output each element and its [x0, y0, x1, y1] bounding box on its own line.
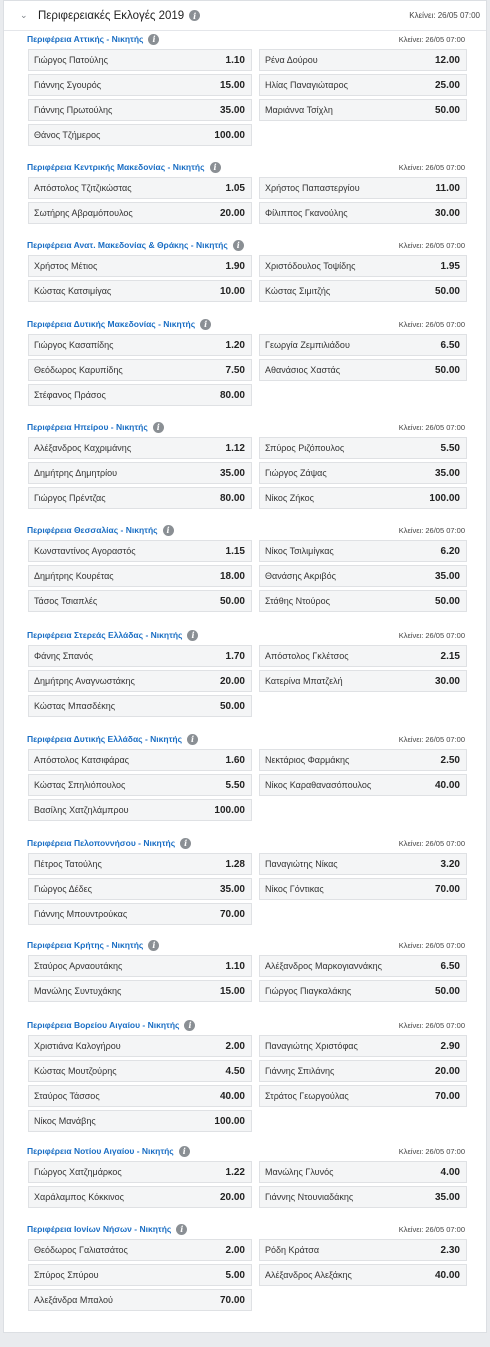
info-icon[interactable]: i — [180, 838, 191, 849]
candidate-name: Στέφανος Πράσος — [34, 390, 106, 400]
candidate-name: Κατερίνα Μπατζελή — [265, 676, 343, 686]
selection-grid — [3, 255, 487, 302]
market-close-time: Κλείνει: 26/05 07:00 — [398, 525, 465, 535]
selection-button[interactable] — [28, 955, 252, 977]
selection-button[interactable] — [28, 774, 252, 796]
market-close-time: Κλείνει: 26/05 07:00 — [398, 319, 465, 329]
market-header — [3, 1018, 487, 1032]
panel-header[interactable] — [4, 1, 486, 31]
selection-button[interactable] — [28, 1161, 252, 1183]
odds-value: 70.00 — [434, 883, 460, 895]
odds-value: 70.00 — [219, 1294, 245, 1306]
market-section — [3, 317, 487, 406]
candidate-name: Ρένα Δούρου — [265, 55, 318, 65]
odds-value: 70.00 — [219, 908, 245, 920]
market-header — [3, 732, 487, 746]
odds-value: 35.00 — [434, 467, 460, 479]
selection-button[interactable] — [28, 1035, 252, 1057]
market-section — [3, 160, 487, 224]
market-header — [3, 1222, 487, 1236]
market-section — [3, 523, 487, 612]
market-section — [3, 1018, 487, 1132]
candidate-name: Ρόδη Κράτσα — [265, 1245, 320, 1255]
candidate-name: Νίκος Καραθανασόπουλος — [265, 780, 372, 790]
selection-button[interactable] — [28, 1239, 252, 1261]
selection-button[interactable] — [28, 1289, 252, 1311]
odds-value: 35.00 — [434, 1191, 460, 1203]
selection-button[interactable] — [259, 437, 467, 459]
selection-button[interactable] — [28, 99, 252, 121]
info-icon[interactable]: i — [184, 1020, 195, 1031]
odds-value: 1.10 — [225, 960, 245, 972]
selection-button[interactable] — [259, 1085, 467, 1107]
selection-button[interactable] — [28, 903, 252, 925]
selection-button[interactable] — [259, 749, 467, 771]
selection-button[interactable] — [28, 255, 252, 277]
selection-button[interactable] — [259, 359, 467, 381]
selection-button[interactable] — [28, 670, 252, 692]
selection-grid — [3, 955, 487, 1002]
selection-button[interactable] — [259, 255, 467, 277]
odds-value: 18.00 — [219, 570, 245, 582]
odds-value: 50.00 — [434, 985, 460, 997]
candidate-name: Χρήστος Μέτιος — [34, 261, 98, 271]
selection-button[interactable] — [28, 462, 252, 484]
odds-value: 4.50 — [225, 1065, 245, 1077]
market-close-time: Κλείνει: 26/05 07:00 — [398, 162, 465, 172]
selection-button[interactable] — [259, 177, 467, 199]
selection-button[interactable] — [28, 799, 252, 821]
selection-grid — [3, 749, 487, 821]
odds-value: 1.60 — [225, 754, 245, 766]
selection-button[interactable] — [259, 540, 467, 562]
market-close-time: Κλείνει: 26/05 07:00 — [398, 1020, 465, 1030]
odds-value: 40.00 — [219, 1090, 245, 1102]
market-section — [3, 938, 487, 1002]
odds-value: 2.15 — [440, 650, 460, 662]
selection-grid — [3, 540, 487, 612]
market-header — [3, 523, 487, 537]
odds-value: 6.50 — [440, 339, 460, 351]
candidate-name: Κωνσταντίνος Αγοραστός — [34, 546, 136, 556]
odds-value: 7.50 — [225, 364, 245, 376]
selection-button[interactable] — [28, 1186, 252, 1208]
odds-value: 1.12 — [225, 442, 245, 454]
candidate-name: Δημήτρης Αναγνωστάκης — [34, 676, 135, 686]
odds-value: 1.15 — [225, 545, 245, 557]
market-title[interactable]: Περιφέρεια Βορείου Αιγαίου - Νικητής — [27, 1020, 180, 1030]
candidate-name: Αλέξανδρος Αλεξάκης — [265, 1270, 352, 1280]
market-close-time: Κλείνει: 26/05 07:00 — [398, 1224, 465, 1234]
market-header — [3, 160, 487, 174]
candidate-name: Κώστας Μουτζούρης — [34, 1066, 117, 1076]
selection-button[interactable] — [28, 359, 252, 381]
odds-value: 50.00 — [219, 700, 245, 712]
selection-grid — [3, 1239, 487, 1311]
info-icon[interactable]: i — [187, 734, 198, 745]
market-close-time: Κλείνει: 26/05 07:00 — [398, 422, 465, 432]
candidate-name: Μανώλης Γλυνός — [265, 1167, 334, 1177]
info-icon[interactable]: i — [187, 630, 198, 641]
selection-button[interactable] — [259, 955, 467, 977]
odds-value: 2.00 — [225, 1040, 245, 1052]
selection-button[interactable] — [28, 1110, 252, 1132]
odds-value: 100.00 — [214, 1115, 245, 1127]
candidate-name: Φάνης Σπανός — [34, 651, 93, 661]
selection-button[interactable] — [259, 99, 467, 121]
odds-value: 1.05 — [225, 182, 245, 194]
odds-value: 50.00 — [434, 104, 460, 116]
odds-value: 15.00 — [219, 985, 245, 997]
candidate-name: Απόστολος Κατσιφάρας — [34, 755, 130, 765]
market-title[interactable]: Περιφέρεια Δυτικής Ελλάδας - Νικητής — [27, 734, 182, 744]
market-title[interactable]: Περιφέρεια Δυτικής Μακεδονίας - Νικητής — [27, 319, 196, 329]
candidate-name: Πέτρος Τατούλης — [34, 859, 102, 869]
candidate-name: Μανώλης Συντυχάκης — [34, 986, 122, 996]
market-header — [3, 238, 487, 252]
candidate-name: Στάθης Ντούρος — [265, 596, 330, 606]
odds-value: 2.90 — [440, 1040, 460, 1052]
selection-button[interactable] — [259, 334, 467, 356]
candidate-name: Χριστόδουλος Τοψίδης — [265, 261, 356, 271]
candidate-name: Κώστας Κατσιμίγας — [34, 286, 112, 296]
market-title[interactable]: Περιφέρεια Πελοποννήσου - Νικητής — [27, 838, 176, 848]
selection-button[interactable] — [259, 487, 467, 509]
market-section — [3, 238, 487, 302]
selection-button[interactable] — [259, 202, 467, 224]
market-title[interactable]: Περιφέρεια Κεντρικής Μακεδονίας - Νικητής — [27, 162, 205, 172]
market-header — [3, 317, 487, 331]
selection-button[interactable] — [28, 540, 252, 562]
selection-button[interactable] — [28, 49, 252, 71]
selection-button[interactable] — [259, 1264, 467, 1286]
market-title[interactable]: Περιφέρεια Κρήτης - Νικητής — [27, 940, 144, 950]
info-icon[interactable]: i — [189, 10, 200, 21]
odds-value: 50.00 — [434, 595, 460, 607]
odds-value: 6.20 — [440, 545, 460, 557]
selection-button[interactable] — [28, 749, 252, 771]
market-close-time: Κλείνει: 26/05 07:00 — [398, 838, 465, 848]
odds-value: 20.00 — [219, 1191, 245, 1203]
selection-button[interactable] — [28, 853, 252, 875]
candidate-name: Γιώργος Δέδες — [34, 884, 92, 894]
panel-title: Περιφερειακές Εκλογές 2019 — [38, 9, 185, 22]
odds-value: 1.22 — [225, 1166, 245, 1178]
selection-button[interactable] — [28, 384, 252, 406]
candidate-name: Δημήτρης Κουρέτας — [34, 571, 114, 581]
market-title[interactable]: Περιφέρεια Αττικής - Νικητής — [27, 34, 144, 44]
selection-button[interactable] — [28, 878, 252, 900]
selection-button[interactable] — [259, 670, 467, 692]
selection-button[interactable] — [28, 334, 252, 356]
odds-value: 80.00 — [219, 492, 245, 504]
chevron-down-icon[interactable]: ⌄ — [20, 10, 28, 20]
market-title[interactable]: Περιφέρεια Ανατ. Μακεδονίας & Θράκης - Νικητής — [27, 240, 228, 250]
odds-value: 4.00 — [440, 1166, 460, 1178]
selection-button[interactable] — [259, 878, 467, 900]
candidate-name: Γιάννης Σγουρός — [34, 80, 102, 90]
candidate-name: Χαράλαμπος Κόκκινος — [34, 1192, 124, 1202]
selection-button[interactable] — [259, 462, 467, 484]
odds-value: 40.00 — [434, 779, 460, 791]
odds-value: 35.00 — [219, 104, 245, 116]
selection-grid — [3, 49, 487, 146]
candidate-name: Γιάννης Πρωτούλης — [34, 105, 113, 115]
selection-button[interactable] — [28, 1060, 252, 1082]
candidate-name: Νίκος Τσιλιμίγκας — [265, 546, 334, 556]
odds-value: 50.00 — [434, 285, 460, 297]
odds-value: 25.00 — [434, 79, 460, 91]
selection-button[interactable] — [259, 1239, 467, 1261]
odds-value: 6.50 — [440, 960, 460, 972]
selection-grid — [3, 853, 487, 925]
market-close-time: Κλείνει: 26/05 07:00 — [398, 630, 465, 640]
market-section — [3, 1222, 487, 1311]
candidate-name: Γιώργος Πρέντζας — [34, 493, 106, 503]
selection-grid — [3, 334, 487, 406]
market-close-time: Κλείνει: 26/05 07:00 — [398, 240, 465, 250]
selection-button[interactable] — [28, 645, 252, 667]
market-close-time: Κλείνει: 26/05 07:00 — [398, 940, 465, 950]
candidate-name: Κώστας Σιμιτζής — [265, 286, 331, 296]
odds-value: 20.00 — [434, 1065, 460, 1077]
candidate-name: Νίκος Ζήκος — [265, 493, 314, 503]
candidate-name: Παναγιώτης Χριστόφας — [265, 1041, 358, 1051]
candidate-name: Νίκος Μανάβης — [34, 1116, 96, 1126]
candidate-name: Απόστολος Τζιτζικώστας — [34, 183, 132, 193]
selection-grid — [3, 1161, 487, 1208]
market-section — [3, 32, 487, 146]
market-header — [3, 1144, 487, 1158]
candidate-name: Σπύρος Ριζόπουλος — [265, 443, 345, 453]
odds-value: 35.00 — [219, 883, 245, 895]
odds-value: 35.00 — [219, 467, 245, 479]
odds-value: 1.10 — [225, 54, 245, 66]
market-title[interactable]: Περιφέρεια Νοτίου Αιγαίου - Νικητής — [27, 1146, 174, 1156]
candidate-name: Χριστιάνα Καλογήρου — [34, 1041, 121, 1051]
market-header — [3, 938, 487, 952]
selection-button[interactable] — [28, 565, 252, 587]
market-section — [3, 420, 487, 509]
selection-button[interactable] — [28, 437, 252, 459]
candidate-name: Γιάννης Σπιλάνης — [265, 1066, 335, 1076]
selection-button[interactable] — [28, 1085, 252, 1107]
market-title[interactable]: Περιφέρεια Στερεάς Ελλάδας - Νικητής — [27, 630, 183, 640]
candidate-name: Σταύρος Αρναουτάκης — [34, 961, 123, 971]
odds-value: 20.00 — [219, 675, 245, 687]
odds-value: 5.50 — [225, 779, 245, 791]
odds-value: 40.00 — [434, 1269, 460, 1281]
candidate-name: Γεωργία Ζεμπιλιάδου — [265, 340, 350, 350]
candidate-name: Γιώργος Ζάψας — [265, 468, 327, 478]
candidate-name: Αλεξάνδρα Μπαλού — [34, 1295, 113, 1305]
selection-grid — [3, 645, 487, 717]
selection-button[interactable] — [259, 774, 467, 796]
selection-button[interactable] — [259, 49, 467, 71]
selection-button[interactable] — [28, 487, 252, 509]
odds-value: 5.00 — [225, 1269, 245, 1281]
candidate-name: Γιώργος Κασαπίδης — [34, 340, 114, 350]
candidate-name: Παναγιώτης Νίκας — [265, 859, 338, 869]
odds-value: 10.00 — [219, 285, 245, 297]
selection-button[interactable] — [28, 1264, 252, 1286]
selection-grid — [3, 1035, 487, 1132]
info-icon[interactable]: i — [153, 422, 164, 433]
market-title[interactable]: Περιφέρεια Θεσσαλίας - Νικητής — [27, 525, 158, 535]
selection-button[interactable] — [259, 1161, 467, 1183]
info-icon[interactable]: i — [210, 162, 221, 173]
candidate-name: Αθανάσιος Χαστάς — [265, 365, 341, 375]
candidate-name: Φίλιππος Γκανούλης — [265, 208, 348, 218]
odds-value: 2.30 — [440, 1244, 460, 1256]
odds-value: 11.00 — [435, 182, 460, 194]
candidate-name: Απόστολος Γκλέτσος — [265, 651, 349, 661]
selection-button[interactable] — [259, 853, 467, 875]
odds-value: 100.00 — [429, 492, 460, 504]
odds-value: 2.50 — [440, 754, 460, 766]
candidate-name: Μαριάννα Τσίχλη — [265, 105, 333, 115]
odds-value: 2.00 — [225, 1244, 245, 1256]
odds-value: 1.90 — [225, 260, 245, 272]
candidate-name: Νεκτάριος Φαρμάκης — [265, 755, 350, 765]
candidate-name: Γιώργος Πιαγκαλάκης — [265, 986, 352, 996]
selection-button[interactable] — [259, 645, 467, 667]
candidate-name: Σταύρος Τάσσος — [34, 1091, 100, 1101]
odds-value: 15.00 — [219, 79, 245, 91]
odds-value: 100.00 — [214, 129, 245, 141]
selection-grid — [3, 437, 487, 509]
selection-button[interactable] — [28, 695, 252, 717]
candidate-name: Γιώργος Πατούλης — [34, 55, 108, 65]
candidate-name: Γιάννης Μπουντρούκας — [34, 909, 128, 919]
selection-button[interactable] — [28, 74, 252, 96]
odds-value: 5.50 — [440, 442, 460, 454]
odds-value: 30.00 — [434, 207, 460, 219]
candidate-name: Στράτος Γεωργούλας — [265, 1091, 349, 1101]
market-close-time: Κλείνει: 26/05 07:00 — [398, 734, 465, 744]
candidate-name: Θεόδωρος Καρυπίδης — [34, 365, 123, 375]
odds-value: 1.95 — [440, 260, 460, 272]
odds-value: 20.00 — [219, 207, 245, 219]
selection-button[interactable] — [259, 1186, 467, 1208]
odds-value: 3.20 — [440, 858, 460, 870]
selection-button[interactable] — [28, 280, 252, 302]
odds-value: 1.70 — [225, 650, 245, 662]
odds-value: 100.00 — [214, 804, 245, 816]
market-title[interactable]: Περιφέρεια Ηπείρου - Νικητής — [27, 422, 148, 432]
selection-button[interactable] — [28, 980, 252, 1002]
selection-button[interactable] — [28, 202, 252, 224]
info-icon[interactable]: i — [148, 940, 159, 951]
selection-button[interactable] — [259, 590, 467, 612]
candidate-name: Σωτήρης Αβραμόπουλος — [34, 208, 133, 218]
odds-value: 30.00 — [434, 675, 460, 687]
selection-button[interactable] — [28, 177, 252, 199]
selection-button[interactable] — [259, 280, 467, 302]
selection-button[interactable] — [259, 1060, 467, 1082]
selection-grid — [3, 177, 487, 224]
candidate-name: Ηλίας Παναγιώταρος — [265, 80, 348, 90]
info-icon[interactable]: i — [163, 525, 174, 536]
info-icon[interactable]: i — [148, 34, 159, 45]
candidate-name: Γιώργος Χατζημάρκος — [34, 1167, 122, 1177]
candidate-name: Νίκος Γόντικας — [265, 884, 324, 894]
candidate-name: Θανάσης Ακριβός — [265, 571, 336, 581]
selection-button[interactable] — [259, 1035, 467, 1057]
candidate-name: Κώστας Σπηλιόπουλος — [34, 780, 126, 790]
market-title[interactable]: Περιφέρεια Ιονίων Νήσων - Νικητής — [27, 1224, 172, 1234]
market-close-time: Κλείνει: 26/05 07:00 — [398, 1146, 465, 1156]
selection-button[interactable] — [28, 590, 252, 612]
odds-value: 50.00 — [219, 595, 245, 607]
odds-value: 70.00 — [434, 1090, 460, 1102]
candidate-name: Θάνος Τζήμερος — [34, 130, 101, 140]
market-header — [3, 628, 487, 642]
candidate-name: Τάσος Τσιαπλές — [34, 596, 98, 606]
candidate-name: Δημήτρης Δημητρίου — [34, 468, 118, 478]
odds-value: 1.20 — [225, 339, 245, 351]
market-header — [3, 836, 487, 850]
odds-value: 12.00 — [434, 54, 460, 66]
selection-button[interactable] — [259, 565, 467, 587]
panel-close-time: Κλείνει: 26/05 07:00 — [409, 11, 480, 20]
selection-button[interactable] — [28, 124, 252, 146]
market-header — [3, 420, 487, 434]
candidate-name: Θεόδωρος Γαλιατσάτος — [34, 1245, 128, 1255]
market-section — [3, 1144, 487, 1208]
selection-button[interactable] — [259, 74, 467, 96]
candidate-name: Σπύρος Σπύρου — [34, 1270, 99, 1280]
market-close-time: Κλείνει: 26/05 07:00 — [398, 34, 465, 44]
odds-value: 80.00 — [219, 389, 245, 401]
odds-value: 1.28 — [225, 858, 245, 870]
candidate-name: Γιάννης Ντουνιαδάκης — [265, 1192, 354, 1202]
info-icon[interactable]: i — [176, 1224, 187, 1235]
info-icon[interactable]: i — [179, 1146, 190, 1157]
market-section — [3, 732, 487, 821]
info-icon[interactable]: i — [233, 240, 244, 251]
odds-value: 35.00 — [434, 570, 460, 582]
candidate-name: Αλέξανδρος Μαρκογιαννάκης — [265, 961, 382, 971]
candidate-name: Βασίλης Χατζηλάμπρου — [34, 805, 129, 815]
info-icon[interactable]: i — [200, 319, 211, 330]
market-section — [3, 836, 487, 925]
market-header — [3, 32, 487, 46]
market-section — [3, 628, 487, 717]
candidate-name: Κώστας Μπασδέκης — [34, 701, 116, 711]
candidate-name: Χρήστος Παπαστεργίου — [265, 183, 360, 193]
selection-button[interactable] — [259, 980, 467, 1002]
candidate-name: Αλέξανδρος Καχριμάνης — [34, 443, 132, 453]
odds-value: 50.00 — [434, 364, 460, 376]
